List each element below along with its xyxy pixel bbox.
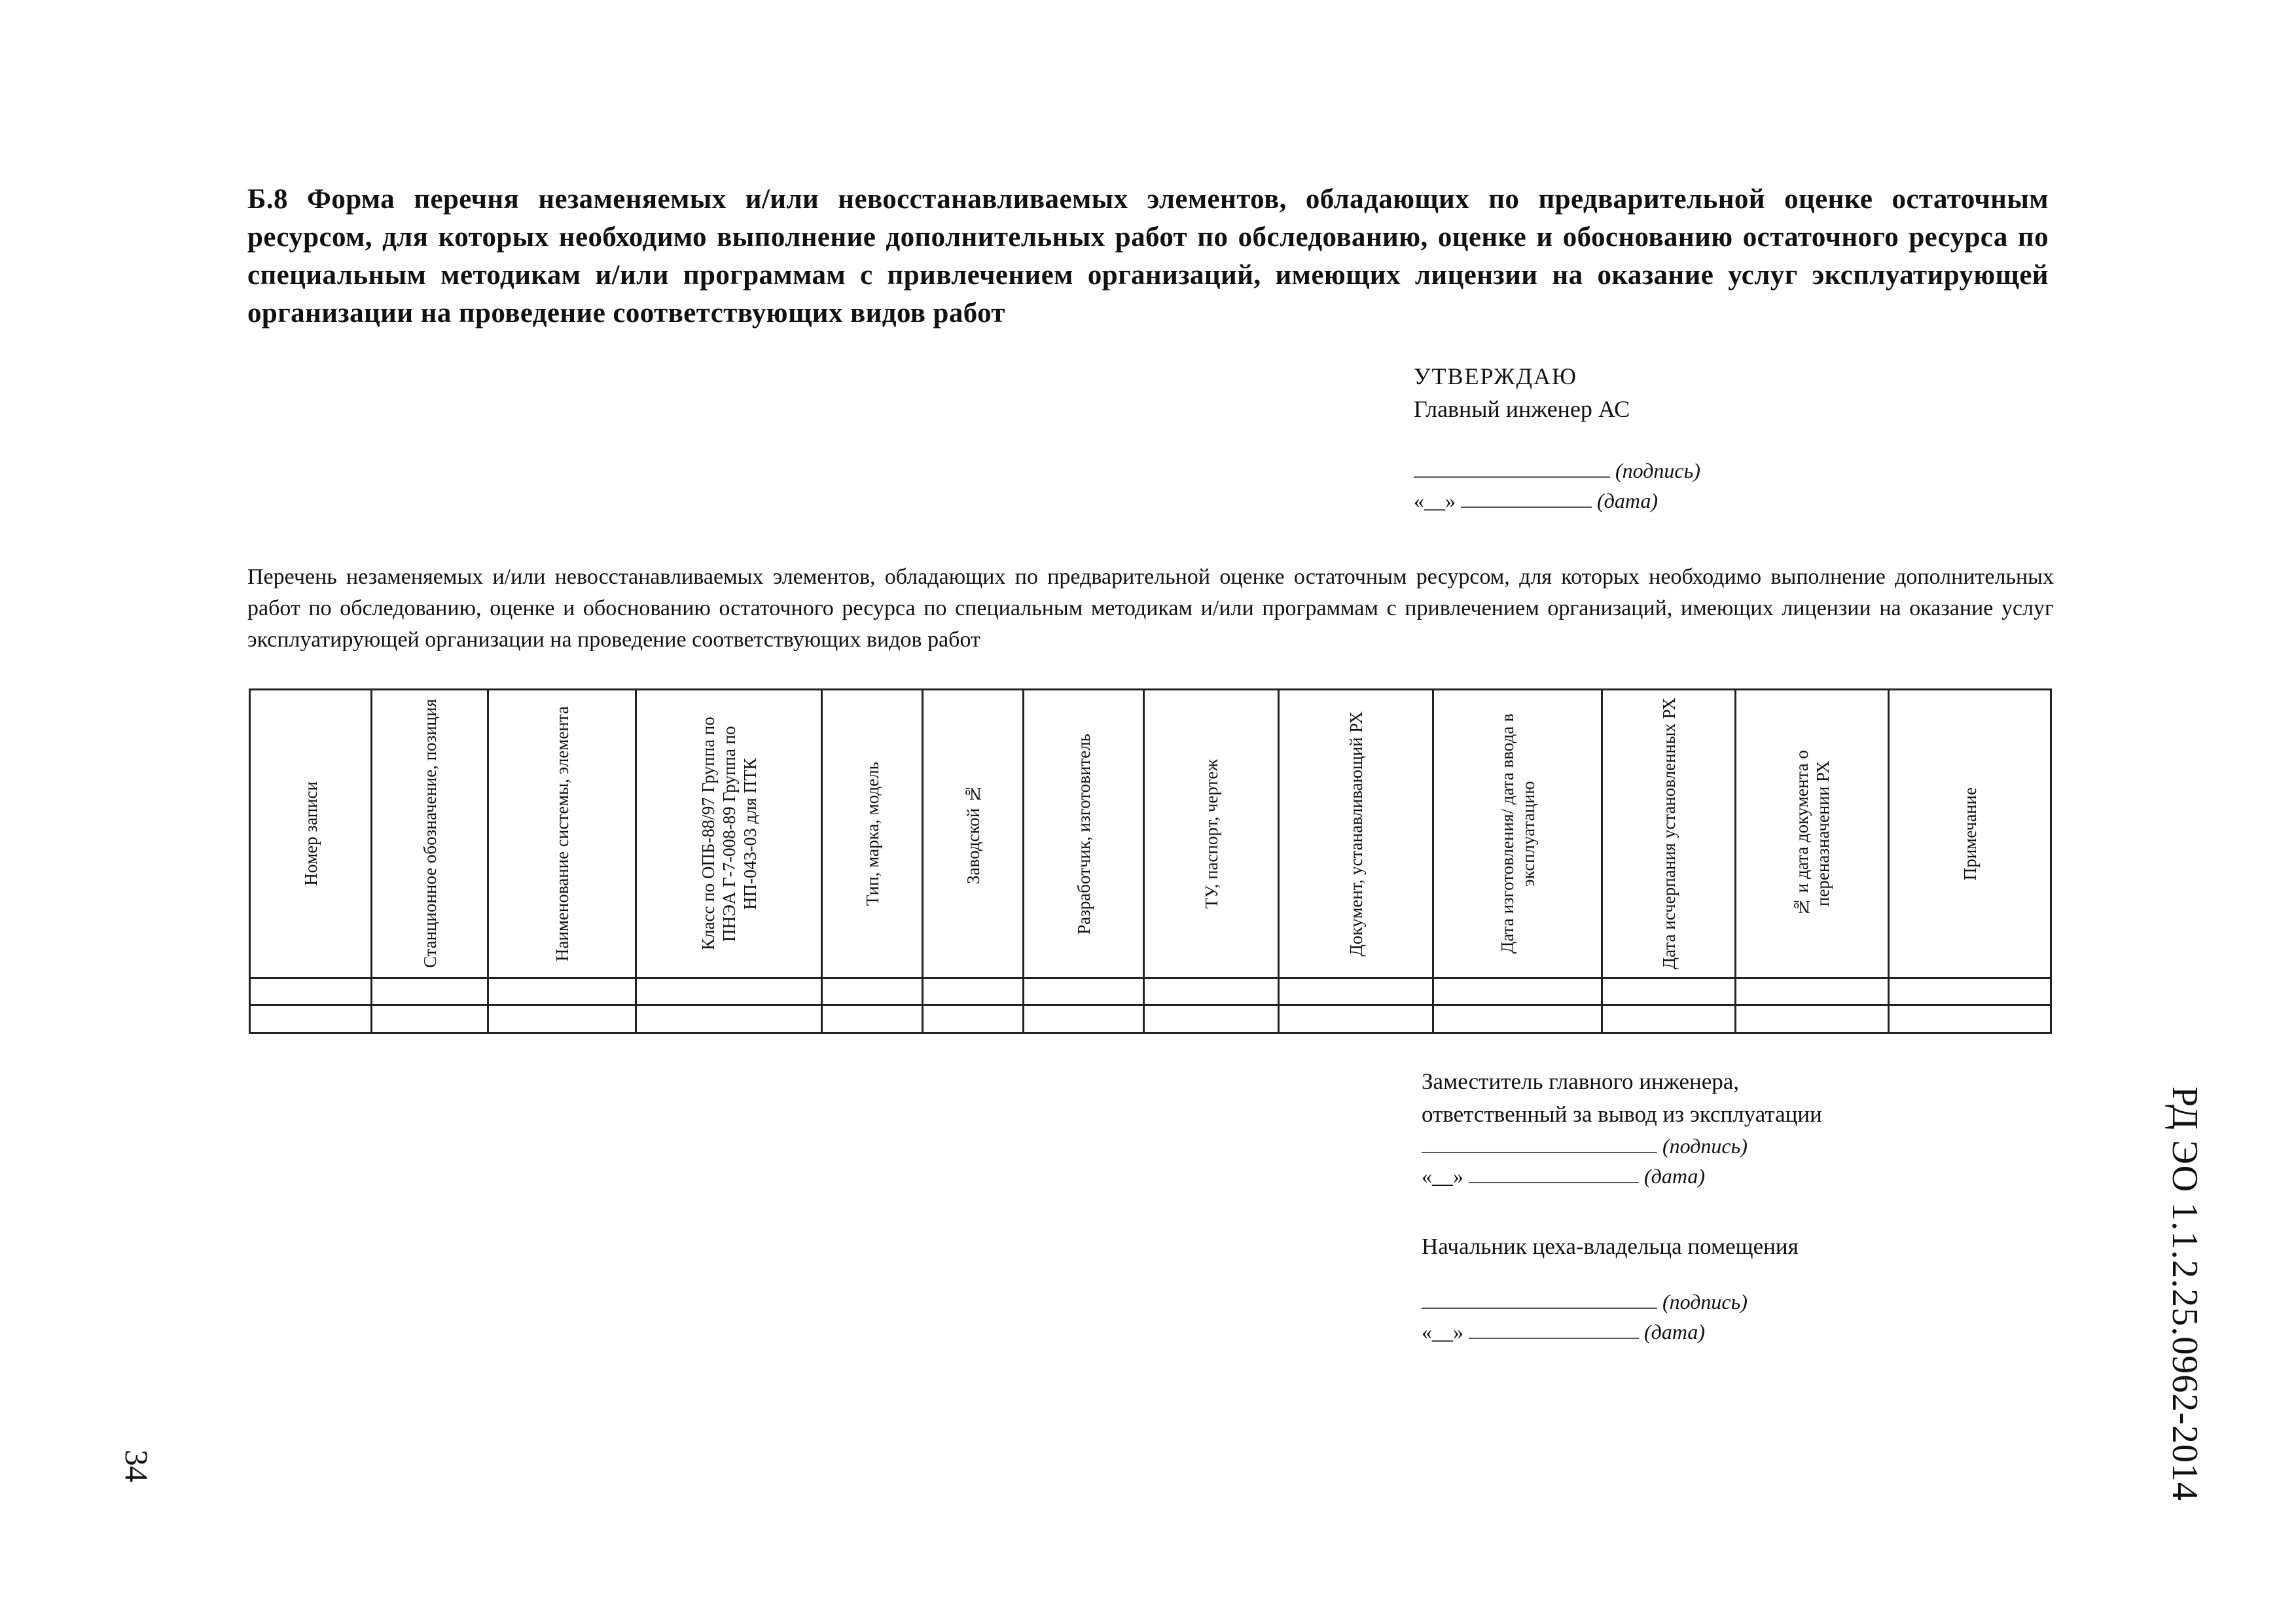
intro-paragraph: Перечень незаменяемых и/или невосстанавливаемых элементов, обладающих по предварительной оценке остаточным ресурсом, для которых необходимо выполнение дополнительных работ по обследованию, оценке и обоснованию остаточного ресурса по специальным методикам и/или программам с привлечением организаций, имеющих лицензии на оказание услуг эксплуатирующей организации на проведение соответствующих видов работ [247, 565, 2054, 652]
date-blank [1469, 1319, 1639, 1339]
signature-label: (подпись) [1662, 1290, 1748, 1313]
column-header: Дата исчерпания установленных РХ [1602, 690, 1736, 978]
column-header: Примечание [1889, 690, 2051, 978]
column-header: Тип, марка, модель [822, 690, 923, 978]
column-header: Станционное обозначение, позиция [372, 690, 488, 978]
signature-label: (подпись) [1615, 459, 1700, 482]
date-prefix: «__» [1422, 1164, 1463, 1188]
elements-table [249, 688, 2052, 1034]
workshop-head-signature-block [1422, 1230, 1958, 1347]
signature-blank [1422, 1133, 1657, 1153]
deputy-position-line1: Заместитель главного инженера, [1422, 1069, 1740, 1094]
workshop-head-signature-line [1422, 1287, 1958, 1317]
column-header: Номер записи [250, 690, 372, 978]
deputy-date-line [1422, 1161, 1958, 1191]
approval-date-line [1414, 486, 1872, 516]
workshop-head-date-line [1422, 1317, 1958, 1347]
signature-label: (подпись) [1662, 1134, 1748, 1158]
workshop-head-position: Начальник цеха-владельца помещения [1422, 1234, 1799, 1259]
signature-blank [1422, 1289, 1657, 1309]
deputy-signature-block [1422, 1065, 1958, 1191]
column-header: ТУ, паспорт, чертеж [1144, 690, 1279, 978]
date-prefix: «__» [1414, 489, 1456, 512]
document-code: РД ЭО 1.1.2.25.0962-2014 [2164, 1086, 2205, 1501]
signature-blank [1414, 458, 1610, 478]
date-blank [1461, 488, 1592, 508]
table-header-row [250, 690, 2051, 978]
column-header: Заводской № [923, 690, 1024, 978]
date-blank [1469, 1164, 1639, 1183]
deputy-signature-line [1422, 1131, 1958, 1161]
page-number: 34 [118, 1450, 155, 1482]
column-header: Дата изготовления/ дата ввода в эксплуатацию [1433, 690, 1602, 978]
column-header: Наименование системы, элемента [488, 690, 636, 978]
section-heading: Б.8 Форма перечня незаменяемых и/или невосстанавливаемых элементов, обладающих по предварительной оценке остаточным ресурсом, для которых необходимо выполнение дополнительных работ по обследованию, оценке и обоснованию остаточного ресурса по специальным методикам и/или программам с привлечением организаций, имеющих лицензии на оказание услуг эксплуатирующей организации на проведение соответствующих видов работ [247, 184, 2049, 329]
table-row [250, 978, 2051, 1005]
date-label: (дата) [1644, 1164, 1705, 1188]
column-header: № и дата документа о переназначении РХ [1736, 690, 1889, 978]
approval-signature-line [1414, 455, 1872, 486]
column-header: Класс по ОПБ-88/97 Группа по ПНЭА Г-7-008-89 Группа по НП-043-03 для ПТК [636, 690, 822, 978]
approval-block [1414, 360, 1872, 516]
date-label: (дата) [1597, 489, 1658, 512]
approval-position: Главный инженер АС [1414, 396, 1630, 422]
date-label: (дата) [1644, 1320, 1705, 1344]
deputy-position-line2: ответственный за вывод из эксплуатации [1422, 1101, 1822, 1127]
column-header: Документ, устанавливающий РХ [1279, 690, 1433, 978]
table-row [250, 1005, 2051, 1033]
approval-title: УТВЕРЖДАЮ [1414, 363, 1578, 389]
column-header: Разработчик, изготовитель [1024, 690, 1144, 978]
date-prefix: «__» [1422, 1320, 1463, 1344]
